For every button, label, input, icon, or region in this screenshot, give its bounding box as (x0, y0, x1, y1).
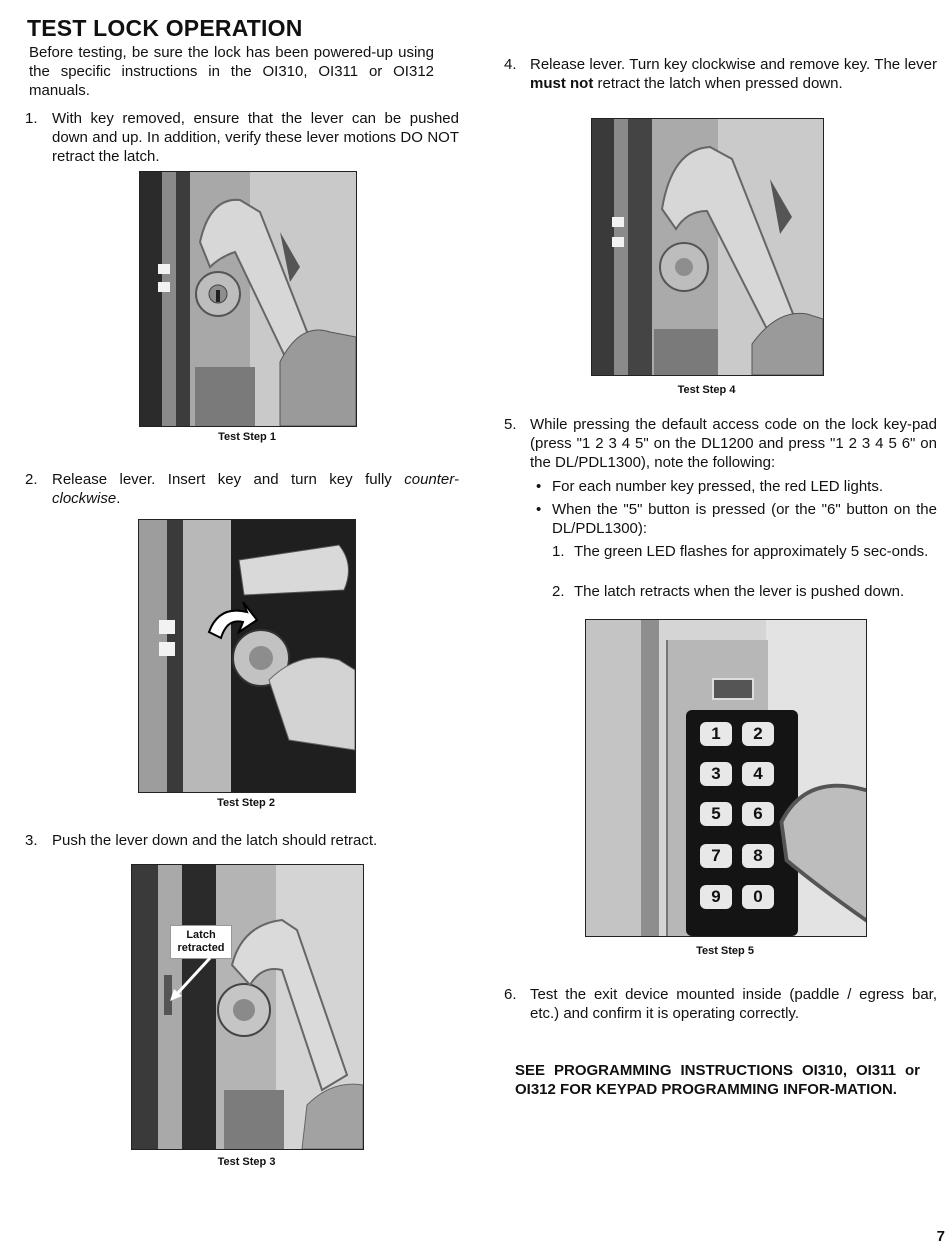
keypad-key-2[interactable]: 2 (742, 722, 774, 746)
keypad-key-1[interactable]: 1 (700, 722, 732, 746)
step-5-sub-1: The green LED flashes for approximately 5 sec-onds. (574, 543, 929, 560)
step-6-number: 6. (504, 986, 517, 1003)
test-step-4-photo (591, 118, 824, 376)
keypad-key-8[interactable]: 8 (742, 844, 774, 868)
keypad-led-window (712, 678, 754, 700)
test-step-5-photo (585, 619, 867, 937)
keypad-key-6[interactable]: 6 (742, 802, 774, 826)
step-5-bullet-1: For each number key pressed, the red LED lights. (552, 478, 883, 495)
step-2-text-b: . (116, 490, 121, 507)
callout-line-1: Latch (186, 929, 216, 941)
step-2-number: 2. (25, 471, 38, 488)
keypad-key-3[interactable]: 3 (700, 762, 732, 786)
bullet-dot-2: • (536, 501, 542, 518)
latch-retracted-callout (170, 925, 232, 959)
step-2-text (52, 470, 459, 508)
test-step-2-caption: Test Step 2 (217, 797, 275, 809)
step-5-number: 5. (504, 416, 517, 433)
photo-5-wall (586, 620, 641, 936)
keypad-key-5[interactable]: 5 (700, 802, 732, 826)
step-5-text: While pressing the default access code on the lock key-pad (press "1 2 3 4 5" on the DL1200 and press "1 2 3 4 5 6" on the DL/PDL1300), note the following: (530, 416, 937, 471)
step-2-text-a: Release lever. Insert key and turn key fully (52, 471, 405, 488)
step-5-sub-2-number: 2. (552, 583, 565, 600)
intro-paragraph: Before testing, be sure the lock has been powered-up using the specific instructions in the OI310, OI311 or OI312 manuals. (29, 44, 434, 99)
test-step-3-photo (131, 864, 364, 1150)
keypad-key-0[interactable]: 0 (742, 885, 774, 909)
test-step-3-caption: Test Step 3 (217, 1156, 276, 1168)
thumb (841, 820, 867, 937)
test-step-4-caption: Test Step 4 (677, 384, 736, 396)
step-2-text-em: counter-clockwise (52, 471, 459, 507)
test-step-1-photo (139, 171, 357, 427)
step-5-bullet-2: When the "5" button is pressed (or the "6" button on the DL/PDL1300): (552, 501, 937, 537)
keypad-key-9[interactable]: 9 (700, 885, 732, 909)
page-number: 7 (936, 1228, 945, 1245)
bullet-dot-1: • (536, 478, 542, 495)
step-6-text: Test the exit device mounted inside (paddle / egress bar, etc.) and confirm it is operating correctly. (530, 986, 937, 1022)
photo-5-frame (641, 620, 659, 936)
test-step-1-caption: Test Step 1 (218, 431, 276, 443)
step-4-text-b: retract the latch when pressed down. (593, 75, 843, 92)
step-1-text: With key removed, ensure that the lever can be pushed down and up. In addition, verify these lever motions DO NOT retract the latch. (52, 110, 459, 165)
step-4-text-a: Release lever. Turn key clockwise and remove key. The lever (530, 56, 937, 73)
step-5-sub-1-number: 1. (552, 543, 565, 560)
step-4-text (530, 55, 937, 93)
keypad-key-7[interactable]: 7 (700, 844, 732, 868)
callout-arrow (160, 955, 220, 1005)
see-programming-note: SEE PROGRAMMING INSTRUCTIONS OI310, OI311 or OI312 FOR KEYPAD PROGRAMMING INFOR-MATION. (515, 1062, 920, 1098)
keypad-key-4[interactable]: 4 (742, 762, 774, 786)
step-4-number: 4. (504, 56, 517, 73)
test-step-5-caption: Test Step 5 (696, 945, 754, 957)
page-title: TEST LOCK OPERATION (27, 15, 303, 41)
step-5-sub-2: The latch retracts when the lever is pushed down. (574, 583, 905, 600)
step-3-text: Push the lever down and the latch should retract. (52, 832, 378, 849)
test-step-2-photo (138, 519, 356, 793)
callout-line-2: retracted (177, 942, 225, 954)
step-3-number: 3. (25, 832, 38, 849)
step-1-number: 1. (25, 110, 38, 127)
step-4-text-strong: must not (530, 75, 594, 92)
